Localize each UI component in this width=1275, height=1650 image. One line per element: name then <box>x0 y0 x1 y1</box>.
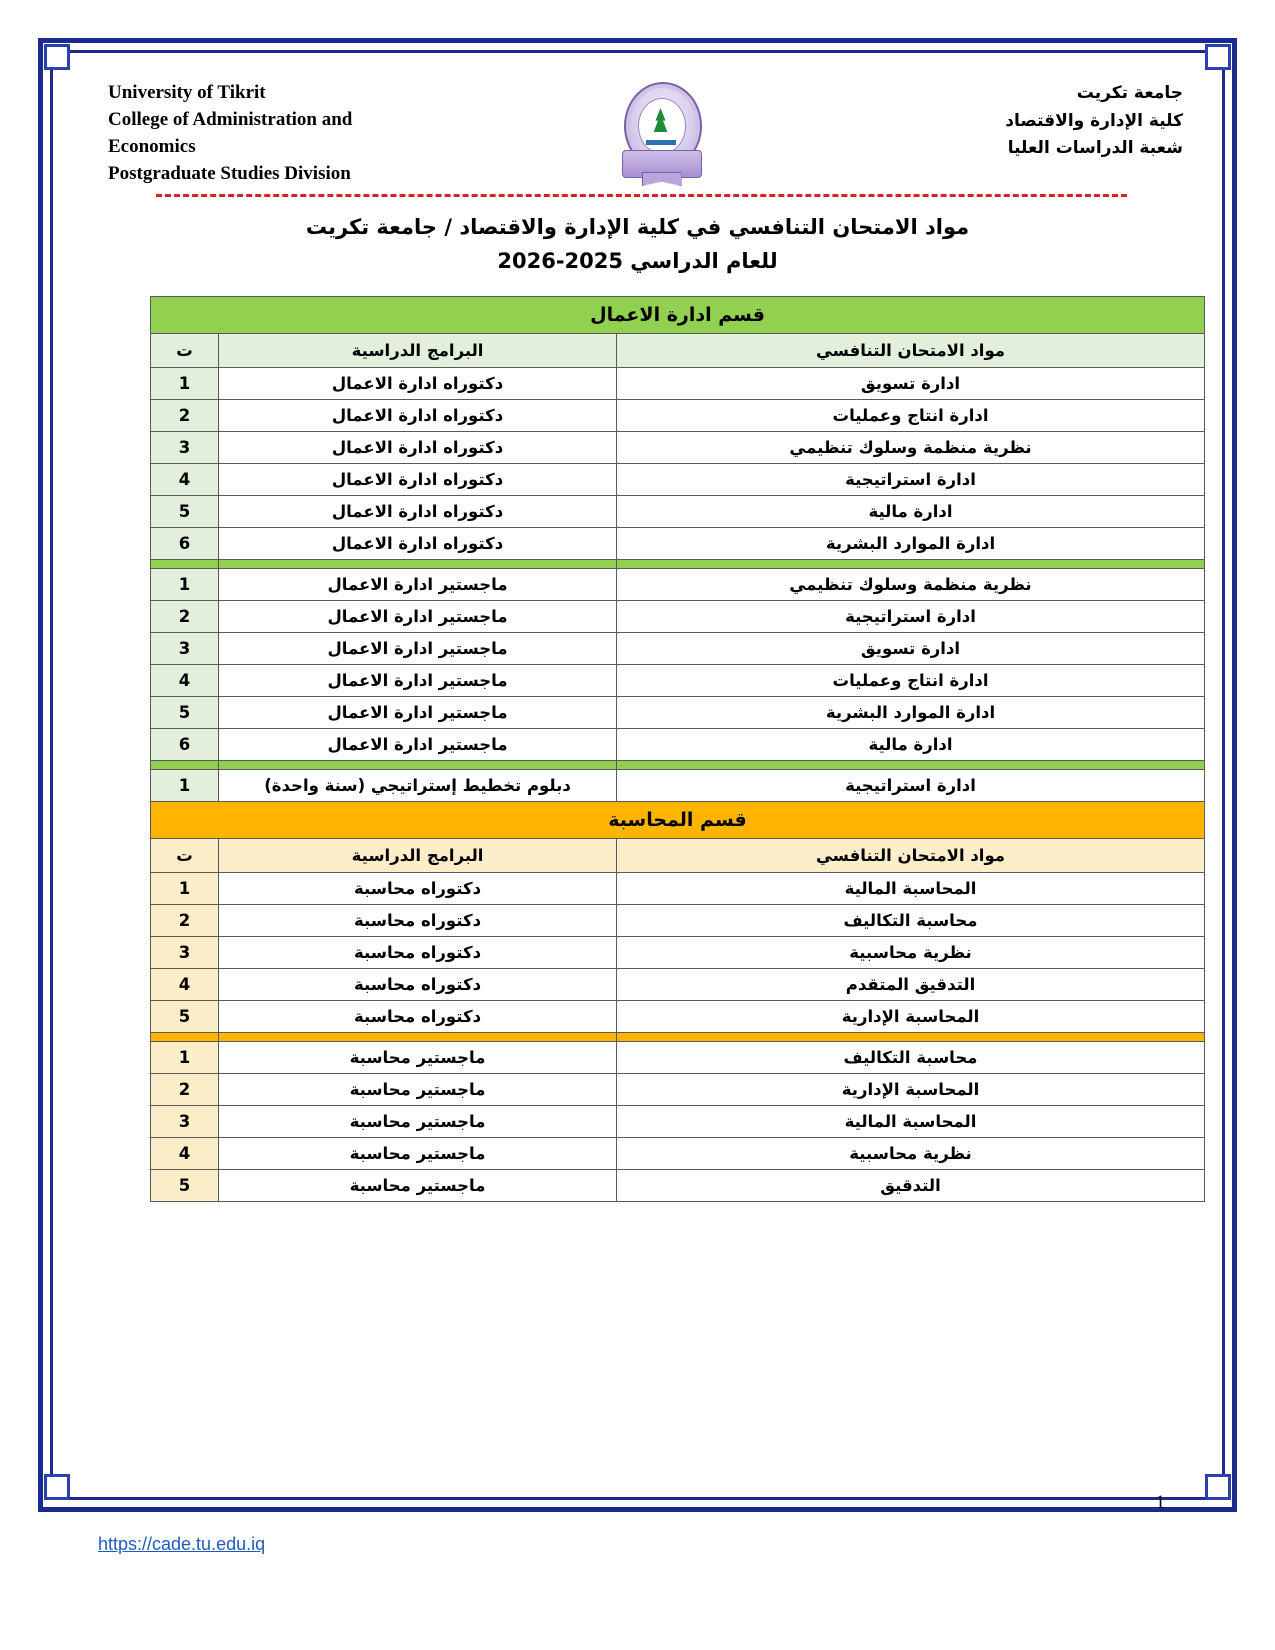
cell-program: ماجستير ادارة الاعمال <box>219 728 617 760</box>
cell-subject: التدقيق المتقدم <box>617 968 1205 1000</box>
divider-cell <box>617 1032 1205 1041</box>
cell-row-number: 1 <box>151 568 219 600</box>
table-row <box>151 527 1205 559</box>
cell-program: دبلوم تخطيط إستراتيجي (سنة واحدة) <box>219 769 617 801</box>
cell-row-number: 5 <box>151 1169 219 1201</box>
table-row <box>151 936 1205 968</box>
table-row <box>151 367 1205 399</box>
table-row <box>151 399 1205 431</box>
cell-program: ماجستير محاسبة <box>219 1105 617 1137</box>
cell-row-number: 2 <box>151 399 219 431</box>
cell-subject: ادارة تسويق <box>617 367 1205 399</box>
cell-program: ماجستير محاسبة <box>219 1169 617 1201</box>
column-header-number: ت <box>151 333 219 367</box>
seal-base-bar <box>646 140 676 145</box>
table-row <box>151 1000 1205 1032</box>
table-row <box>151 495 1205 527</box>
table-row <box>151 1105 1205 1137</box>
table-row <box>151 1073 1205 1105</box>
cell-program: ماجستير محاسبة <box>219 1041 617 1073</box>
cell-subject: ادارة استراتيجية <box>617 600 1205 632</box>
cell-subject: نظرية منظمة وسلوك تنظيمي <box>617 568 1205 600</box>
divider-cell <box>151 1032 219 1041</box>
title-line-1: مواد الامتحان التنافسي في كلية الإدارة والاقتصاد / جامعة تكريت <box>305 214 970 239</box>
cell-program: ماجستير ادارة الاعمال <box>219 696 617 728</box>
cell-row-number: 2 <box>151 904 219 936</box>
table-row <box>151 872 1205 904</box>
table-row <box>151 568 1205 600</box>
exam-subjects-table <box>150 296 1205 1202</box>
page-number: 1 <box>1155 1492 1165 1513</box>
column-header-programs: البرامج الدراسية <box>219 838 617 872</box>
cell-program: دكتوراه محاسبة <box>219 968 617 1000</box>
red-dashed-separator <box>156 194 1127 197</box>
cell-row-number: 1 <box>151 872 219 904</box>
cell-subject: ادارة مالية <box>617 728 1205 760</box>
cell-program: ماجستير ادارة الاعمال <box>219 664 617 696</box>
cell-row-number: 6 <box>151 527 219 559</box>
cell-subject: المحاسبة الإدارية <box>617 1000 1205 1032</box>
cell-row-number: 4 <box>151 463 219 495</box>
table-row <box>151 431 1205 463</box>
cell-row-number: 5 <box>151 495 219 527</box>
cell-subject: ادارة استراتيجية <box>617 769 1205 801</box>
table-row <box>151 600 1205 632</box>
cell-program: دكتوراه ادارة الاعمال <box>219 367 617 399</box>
cell-row-number: 3 <box>151 431 219 463</box>
column-header-row <box>151 838 1205 872</box>
cell-row-number: 1 <box>151 1041 219 1073</box>
cell-program: دكتوراه محاسبة <box>219 936 617 968</box>
table-row <box>151 664 1205 696</box>
cell-row-number: 5 <box>151 1000 219 1032</box>
cell-row-number: 2 <box>151 600 219 632</box>
header-arabic-block <box>883 80 1183 163</box>
cell-subject: ادارة انتاج وعمليات <box>617 664 1205 696</box>
cell-program: دكتوراه ادارة الاعمال <box>219 527 617 559</box>
header-english-line-4: Postgraduate Studies Division <box>108 162 351 184</box>
cell-row-number: 2 <box>151 1073 219 1105</box>
cell-row-number: 3 <box>151 632 219 664</box>
cell-subject: محاسبة التكاليف <box>617 1041 1205 1073</box>
column-header-subjects: مواد الامتحان التنافسي <box>617 333 1205 367</box>
cell-subject: ادارة استراتيجية <box>617 463 1205 495</box>
divider-cell <box>151 760 219 769</box>
cell-subject: المحاسبة المالية <box>617 872 1205 904</box>
section-title: قسم ادارة الاعمال <box>151 296 1205 333</box>
header-arabic-line-1: جامعة تكريت <box>1076 83 1183 103</box>
cell-program: ماجستير محاسبة <box>219 1073 617 1105</box>
cell-subject: محاسبة التكاليف <box>617 904 1205 936</box>
cell-program: ماجستير ادارة الاعمال <box>219 632 617 664</box>
divider-cell <box>219 1032 617 1041</box>
cell-program: دكتوراه ادارة الاعمال <box>219 495 617 527</box>
header-english-line-1: University of Tikrit <box>108 82 266 103</box>
section-title-row <box>151 296 1205 333</box>
cell-row-number: 3 <box>151 936 219 968</box>
table-row <box>151 1041 1205 1073</box>
cell-row-number: 1 <box>151 367 219 399</box>
document-header <box>62 62 1213 188</box>
divider-cell <box>219 760 617 769</box>
cell-subject: ادارة الموارد البشرية <box>617 527 1205 559</box>
cell-subject: نظرية محاسبية <box>617 936 1205 968</box>
table-row <box>151 968 1205 1000</box>
cell-subject: التدقيق <box>617 1169 1205 1201</box>
document-title <box>62 211 1213 278</box>
cell-row-number: 4 <box>151 664 219 696</box>
divider-cell <box>151 559 219 568</box>
cell-program: دكتوراه محاسبة <box>219 1000 617 1032</box>
cell-row-number: 3 <box>151 1105 219 1137</box>
table-row <box>151 769 1205 801</box>
cell-subject: المحاسبة المالية <box>617 1105 1205 1137</box>
cell-row-number: 1 <box>151 769 219 801</box>
section-title-row <box>151 801 1205 838</box>
exam-table-container <box>150 296 1205 1202</box>
page-content <box>62 62 1213 1488</box>
column-header-programs: البرامج الدراسية <box>219 333 617 367</box>
header-english-line-2: College of Administration and <box>108 108 353 130</box>
header-arabic-line-3: شعبة الدراسات العليا <box>1007 138 1183 159</box>
cell-subject: ادارة انتاج وعمليات <box>617 399 1205 431</box>
college-website-link[interactable]: https://cade.tu.edu.iq <box>98 1534 266 1554</box>
cell-subject: ادارة تسويق <box>617 632 1205 664</box>
section-title: قسم المحاسبة <box>151 801 1205 838</box>
table-row <box>151 463 1205 495</box>
cell-subject: ادارة مالية <box>617 495 1205 527</box>
table-row <box>151 1169 1205 1201</box>
divider-cell <box>617 760 1205 769</box>
header-english-block <box>108 80 438 188</box>
cell-subject: نظرية محاسبية <box>617 1137 1205 1169</box>
cell-program: دكتوراه محاسبة <box>219 904 617 936</box>
divider-cell <box>219 559 617 568</box>
cell-row-number: 4 <box>151 1137 219 1169</box>
divider-cell <box>617 559 1205 568</box>
cell-program: ماجستير ادارة الاعمال <box>219 568 617 600</box>
degree-group-divider <box>151 760 1205 769</box>
column-header-number: ت <box>151 838 219 872</box>
table-row <box>151 632 1205 664</box>
header-arabic-line-2: كلية الإدارة والاقتصاد <box>1005 110 1183 131</box>
table-row <box>151 1137 1205 1169</box>
cell-program: ماجستير ادارة الاعمال <box>219 600 617 632</box>
cell-row-number: 6 <box>151 728 219 760</box>
cell-program: دكتوراه ادارة الاعمال <box>219 399 617 431</box>
cell-program: دكتوراه محاسبة <box>219 872 617 904</box>
degree-group-divider <box>151 559 1205 568</box>
column-header-row <box>151 333 1205 367</box>
title-line-2: للعام الدراسي 2025-2026 <box>497 249 778 274</box>
cell-program: دكتوراه ادارة الاعمال <box>219 431 617 463</box>
document-footer <box>62 1492 1213 1572</box>
table-row <box>151 728 1205 760</box>
table-row <box>151 904 1205 936</box>
seal-ribbon-tail <box>642 172 682 186</box>
cell-row-number: 5 <box>151 696 219 728</box>
header-english-line-3: Economics <box>108 135 196 157</box>
cell-subject: نظرية منظمة وسلوك تنظيمي <box>617 431 1205 463</box>
university-seal-icon <box>616 82 706 182</box>
table-row <box>151 696 1205 728</box>
degree-group-divider <box>151 1032 1205 1041</box>
cell-subject: ادارة الموارد البشرية <box>617 696 1205 728</box>
cell-program: ماجستير محاسبة <box>219 1137 617 1169</box>
cell-program: دكتوراه ادارة الاعمال <box>219 463 617 495</box>
cell-row-number: 4 <box>151 968 219 1000</box>
column-header-subjects: مواد الامتحان التنافسي <box>617 838 1205 872</box>
cell-subject: المحاسبة الإدارية <box>617 1073 1205 1105</box>
